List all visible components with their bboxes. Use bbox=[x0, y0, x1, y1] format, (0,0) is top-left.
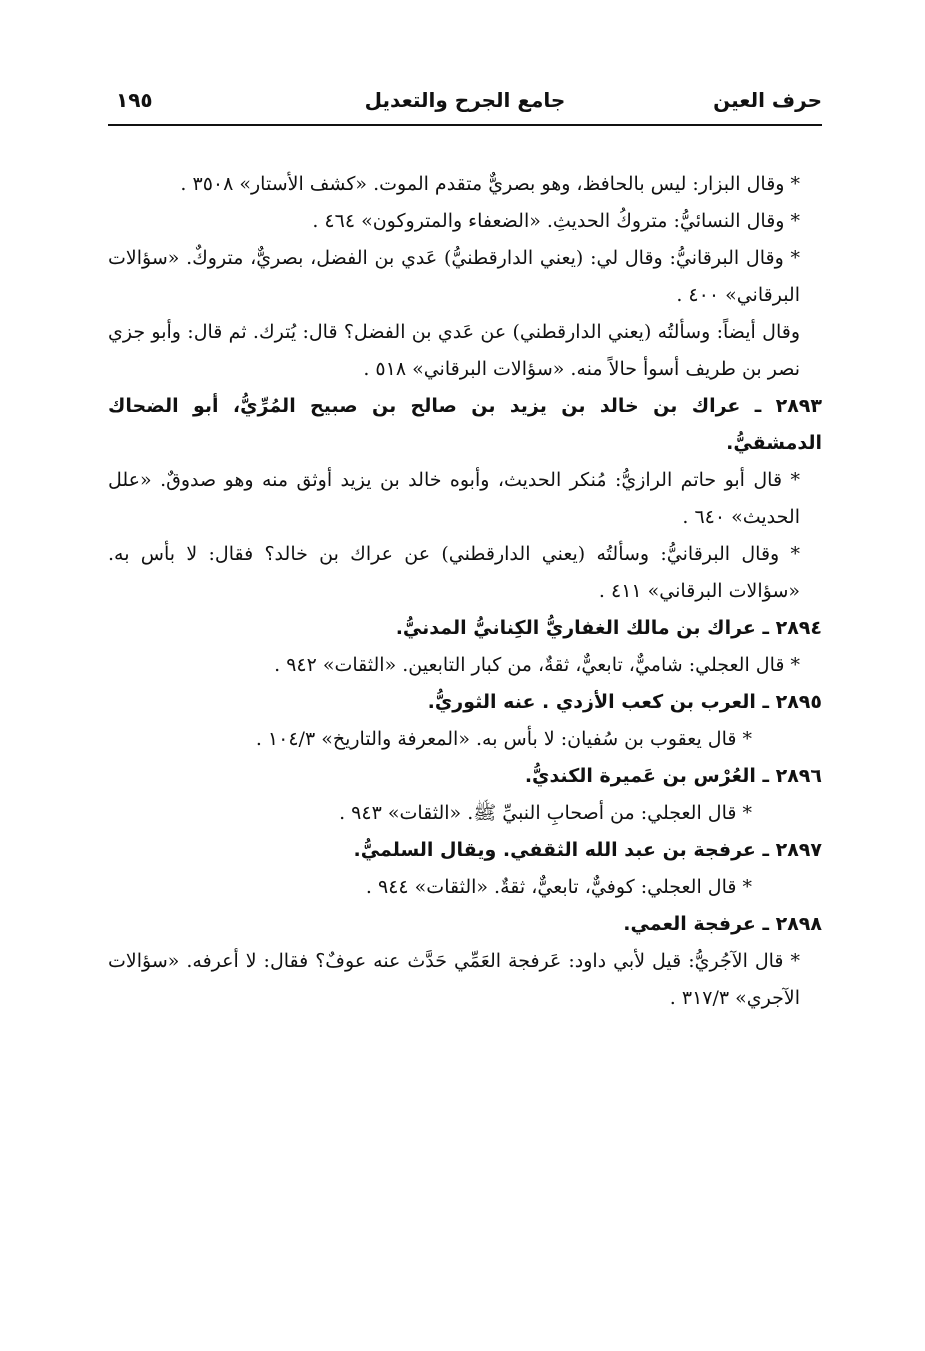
running-head-chapter: حرف العين bbox=[713, 88, 822, 112]
entry-heading: ٢٨٩٦ ـ العُرْس بن عَميرة الكنديُّ. bbox=[524, 765, 822, 787]
quote-paragraph: * قال العجلي: كوفيٌّ، تابعيٌّ، ثقةٌ. «الثقات» ٩٤٤ . bbox=[365, 876, 752, 898]
plain-paragraph: وقال أيضاً: وسألتُه (يعني الدارقطني) عن عَدي بن الفضل؟ قال: يُترك. ثم قال: وأبو جزي نصر بن طريف أسوأ حالاً منه. «سؤالات البرقاني» ٥١٨ . bbox=[108, 321, 800, 380]
quote-paragraph: * قال الآجُريُّ: قيل لأبي داود: عَرفجة العَمِّي حَدَّث عنه عوفٌ؟ فقال: لا أعرفه. «سؤالات الآجري» ٣١٧/٣ . bbox=[108, 950, 800, 1009]
quote-paragraph: * وقال النسائيُّ: متروكُ الحديثِ. «الضعفاء والمتروكون» ٤٦٤ . bbox=[312, 210, 800, 232]
quote-paragraph: * وقال البزار: ليس بالحافظ، وهو بصريٌّ متقدم الموت. «كشف الأستار» ٣٥٠٨ . bbox=[180, 173, 800, 195]
page-body bbox=[108, 166, 822, 1017]
entry-heading: ٢٨٩٧ ـ عرفجة بن عبد الله الثقفي. ويقال السلميُّ. bbox=[353, 839, 822, 861]
quote-paragraph: * وقال البرقانيُّ: وقال لي: (يعني الدارقطنيُّ) عَدي بن الفضل، بصريٌّ، متروكٌ. «سؤالات البرقاني» ٤٠٠ . bbox=[108, 247, 800, 306]
quote-paragraph: * قال العجلي: من أصحابِ النبيِّ ﷺ. «الثقات» ٩٤٣ . bbox=[339, 802, 752, 824]
entry-heading: ٢٨٩٨ ـ عرفجة العمي. bbox=[623, 913, 822, 935]
entry-heading: ٢٨٩٣ ـ عراك بن خالد بن يزيد بن صالح بن صبيح المُرِّيُّ، أبو الضحاك الدمشقيُّ. bbox=[108, 395, 822, 454]
quote-paragraph: * قال العجلي: شاميٌّ، تابعيٌّ، ثقةٌ، من كبار التابعين. «الثقات» ٩٤٢ . bbox=[274, 654, 800, 676]
page-number: ١٩٥ bbox=[116, 88, 153, 112]
page-header bbox=[108, 84, 822, 124]
entry-heading: ٢٨٩٥ ـ العرب بن كعب الأزدي . عنه الثوريُّ. bbox=[427, 691, 822, 713]
header-rule bbox=[108, 124, 822, 126]
running-head-book-title: جامع الجرح والتعديل bbox=[364, 88, 566, 112]
entry-heading: ٢٨٩٤ ـ عراك بن مالك الغفاريُّ الكِنانيُّ المدنيُّ. bbox=[395, 617, 822, 639]
quote-paragraph: * قال يعقوب بن سُفيان: لا بأس به. «المعرفة والتاريخ» ١٠٤/٣ . bbox=[255, 728, 752, 750]
quote-paragraph: * وقال البرقانيُّ: وسألتُه (يعني الدارقطني) عن عراك بن خالد؟ فقال: لا بأس به. «سؤالات البرقاني» ٤١١ . bbox=[108, 543, 800, 602]
quote-paragraph: * قال أبو حاتم الرازيُّ: مُنكر الحديث، وأبوه خالد بن يزيد أوثق منه وهو صدوقٌ. «علل الحديث» ٦٤٠ . bbox=[108, 469, 800, 528]
